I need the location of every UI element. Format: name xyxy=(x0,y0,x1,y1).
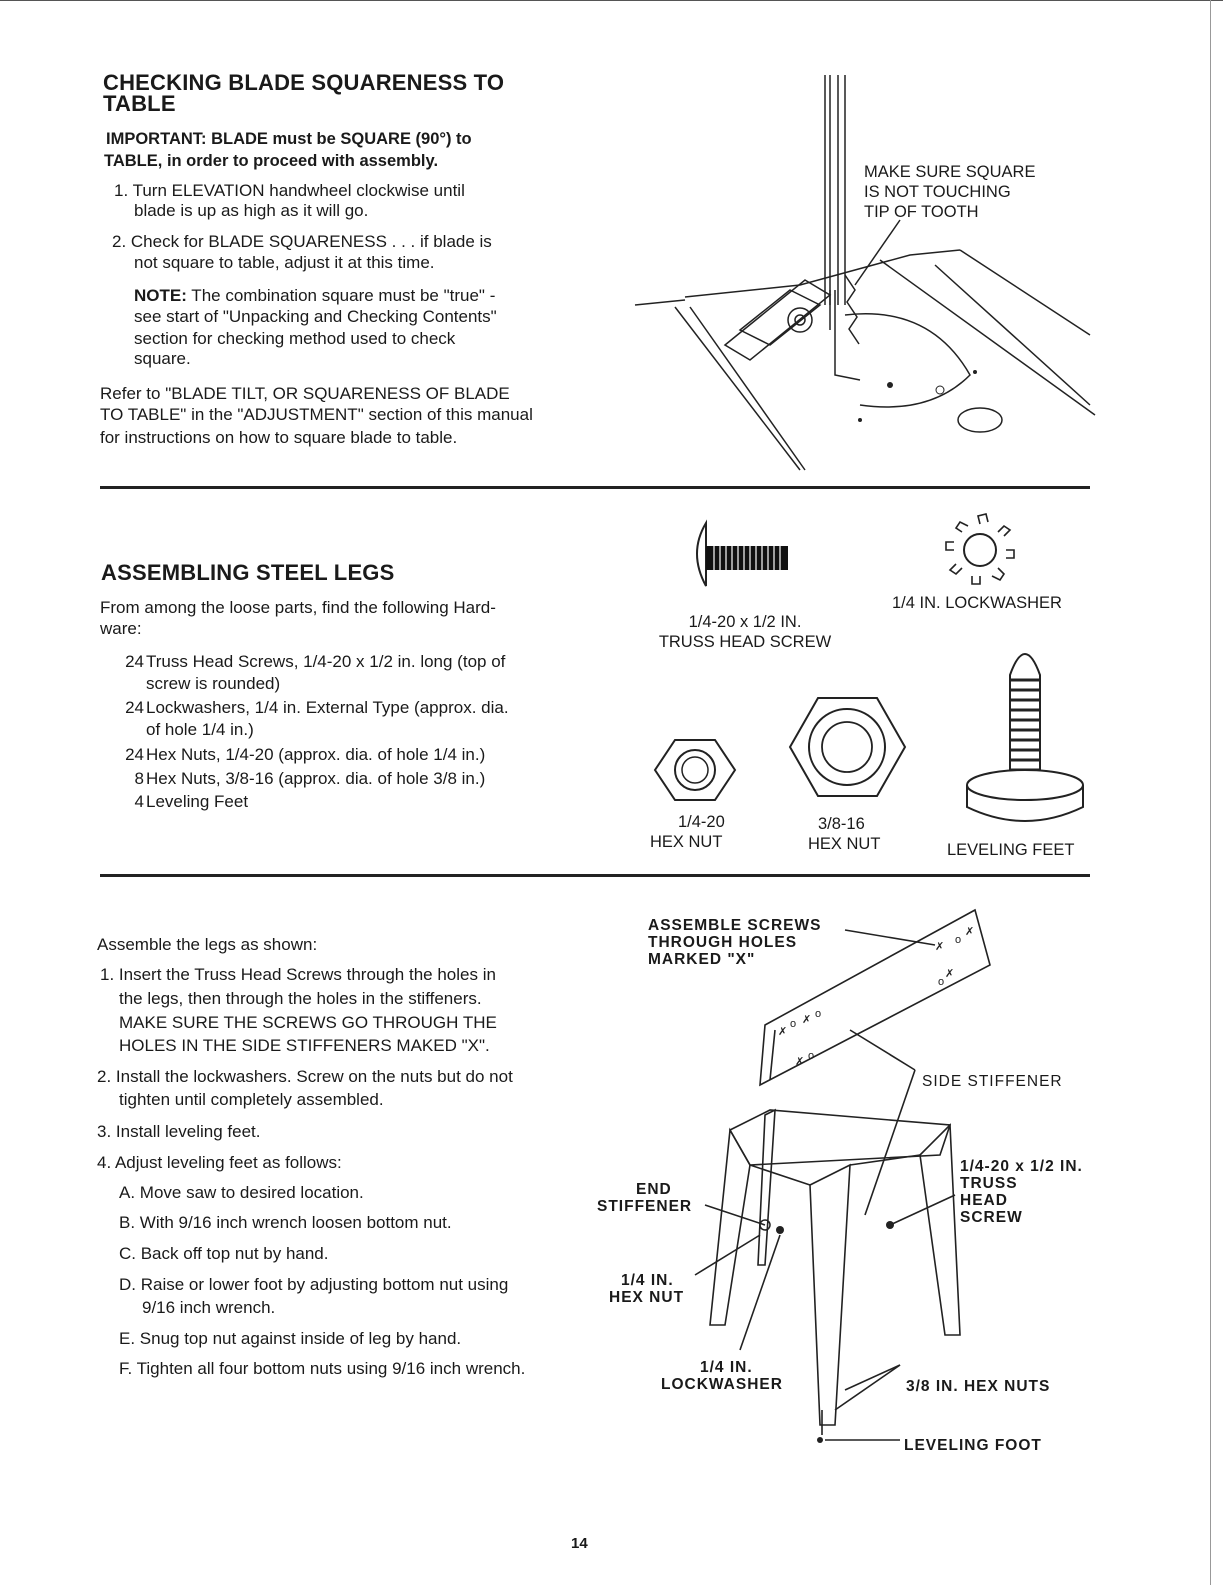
item4-qty: 8 xyxy=(134,769,144,788)
diag-assemble-line2: THROUGH HOLES xyxy=(648,934,798,951)
item2-qty: 24 xyxy=(125,698,144,717)
note-line2: see start of "Unpacking and Checking Contents" xyxy=(134,307,497,326)
s3-step3: 3. Install leveling feet. xyxy=(97,1122,261,1141)
diag-hexnut-line2: HEX NUT xyxy=(609,1289,685,1306)
leveling-feet-label: LEVELING FEET xyxy=(947,841,1075,859)
note-label: NOTE: xyxy=(134,286,187,305)
note-line4: square. xyxy=(134,349,191,368)
screw-label-line2: TRUSS HEAD SCREW xyxy=(658,633,832,651)
item3-line1: Hex Nuts, 1/4-20 (approx. dia. of hole 1/4 in.) xyxy=(146,745,486,764)
s3-stepD-line1: D. Raise or lower foot by adjusting bottom nut using xyxy=(119,1275,509,1294)
s3-stepA: A. Move saw to desired location. xyxy=(119,1183,364,1202)
s3-step4: 4. Adjust leveling feet as follows: xyxy=(97,1153,342,1172)
svg-text:o: o xyxy=(808,1050,815,1062)
svg-text:✗: ✗ xyxy=(945,968,955,980)
item1-line2: screw is rounded) xyxy=(146,674,281,693)
screw-label-line1: 1/4-20 x 1/2 IN. xyxy=(688,613,802,631)
s3-stepE: E. Snug top nut against inside of leg by hand. xyxy=(119,1329,462,1348)
diag-screw-line4: SCREW xyxy=(960,1209,1023,1226)
s3-stepD-line2: 9/16 inch wrench. xyxy=(142,1298,276,1317)
s1-step1-line2: blade is up as high as it will go. xyxy=(134,201,369,220)
s1-step2-line1: 2. Check for BLADE SQUARENESS . . . if blade is xyxy=(112,232,492,251)
item3-qty: 24 xyxy=(125,745,144,764)
lockwasher-label: 1/4 IN. LOCKWASHER xyxy=(892,594,1062,612)
section1-title-line2: TABLE xyxy=(103,91,176,116)
hexnut-small-line1: 1/4-20 xyxy=(678,813,725,831)
page-right-border xyxy=(1210,0,1211,1585)
section2-title: ASSEMBLING STEEL LEGS xyxy=(101,560,395,585)
diag-leveling-foot: LEVELING FOOT xyxy=(904,1437,1042,1454)
diag-assemble-line1: ASSEMBLE SCREWS xyxy=(648,917,822,934)
important-line1: IMPORTANT: BLADE must be SQUARE (90°) to xyxy=(106,130,472,148)
hex-nut-large-icon xyxy=(785,690,910,805)
svg-text:✗: ✗ xyxy=(802,1014,812,1026)
item1-qty: 24 xyxy=(125,652,144,671)
callout-line2: IS NOT TOUCHING xyxy=(864,183,1011,201)
diag-end-line2: STIFFENER xyxy=(597,1198,693,1215)
refer-line2: TO TABLE" in the "ADJUSTMENT" section of this manual xyxy=(100,405,533,424)
important-line2: TABLE, in order to proceed with assembly. xyxy=(104,152,439,170)
diag-side-stiffener: SIDE STIFFENER xyxy=(922,1073,1063,1090)
s2-intro-line1: From among the loose parts, find the following Hard- xyxy=(100,598,496,617)
hexnut-large-line1: 3/8-16 xyxy=(818,815,865,833)
s3-intro: Assemble the legs as shown: xyxy=(97,935,318,954)
s2-intro-line2: ware: xyxy=(100,619,142,638)
s3-stepC: C. Back off top nut by hand. xyxy=(119,1244,329,1263)
diag-screw-line2: TRUSS xyxy=(960,1175,1018,1192)
diag-assemble-line3: MARKED "X" xyxy=(648,951,756,968)
refer-line1: Refer to "BLADE TILT, OR SQUARENESS OF BLADE xyxy=(100,384,510,403)
s3-stepB: B. With 9/16 inch wrench loosen bottom nut. xyxy=(119,1213,452,1232)
s3-step1-line2: the legs, then through the holes in the stiffeners. xyxy=(119,989,482,1008)
section-divider-1 xyxy=(100,486,1090,489)
s3-step1-line1: 1. Insert the Truss Head Screws through the holes in xyxy=(100,965,496,984)
diag-hexnut-line1: 1/4 IN. xyxy=(621,1272,674,1289)
diag-end-line1: END xyxy=(636,1181,672,1198)
page-number: 14 xyxy=(571,1535,588,1552)
s3-step1-line3: MAKE SURE THE SCREWS GO THROUGH THE xyxy=(119,1013,497,1032)
callout-line3: TIP OF TOOTH xyxy=(864,203,979,221)
diag-lockwasher-line1: 1/4 IN. xyxy=(700,1359,753,1376)
s3-step1-line4: HOLES IN THE SIDE STIFFENERS MAKED "X". xyxy=(119,1036,490,1055)
item5-line1: Leveling Feet xyxy=(146,792,249,811)
refer-line3: for instructions on how to square blade to table. xyxy=(100,428,458,447)
svg-text:✗: ✗ xyxy=(965,926,975,938)
s1-step1-line1: 1. Turn ELEVATION handwheel clockwise until xyxy=(114,181,465,200)
hex-nut-small-icon xyxy=(650,730,740,810)
hexnut-large-line2: HEX NUT xyxy=(808,835,881,853)
blade-square-illustration xyxy=(630,75,1100,475)
page-top-border xyxy=(0,0,1223,1)
svg-text:o: o xyxy=(790,1018,797,1030)
callout-line1: MAKE SURE SQUARE xyxy=(864,163,1036,181)
item2-line2: of hole 1/4 in.) xyxy=(146,720,254,739)
svg-text:✗: ✗ xyxy=(935,941,945,953)
s3-step2-line2: tighten until completely assembled. xyxy=(119,1090,384,1109)
svg-text:o: o xyxy=(815,1008,822,1020)
s1-step2-line2: not square to table, adjust it at this time. xyxy=(134,253,435,272)
lockwasher-icon xyxy=(940,512,1020,587)
hexnut-small-line2: HEX NUT xyxy=(650,833,723,851)
note-line3: section for checking method used to check xyxy=(134,329,456,348)
section-divider-2 xyxy=(100,874,1090,877)
note-text1: The combination square must be "true" - xyxy=(186,286,496,305)
truss-head-screw-icon xyxy=(686,518,796,593)
section1-title-line1: CHECKING BLADE SQUARENESS TO xyxy=(103,70,505,95)
diag-screw-line1: 1/4-20 x 1/2 IN. xyxy=(960,1158,1083,1175)
note-line1 xyxy=(134,285,495,306)
item2-line1: Lockwashers, 1/4 in. External Type (approx. dia. xyxy=(146,698,509,717)
svg-text:✗: ✗ xyxy=(795,1056,805,1068)
svg-text:✗: ✗ xyxy=(778,1026,788,1038)
item4-line1: Hex Nuts, 3/8-16 (approx. dia. of hole 3/8 in.) xyxy=(146,769,486,788)
diag-lockwasher-line2: LOCKWASHER xyxy=(661,1376,783,1393)
diag-38-hexnuts: 3/8 IN. HEX NUTS xyxy=(906,1378,1051,1395)
diag-screw-line3: HEAD xyxy=(960,1192,1008,1209)
s3-stepF: F. Tighten all four bottom nuts using 9/16 inch wrench. xyxy=(119,1359,526,1378)
item5-qty: 4 xyxy=(134,792,144,811)
svg-text:o: o xyxy=(955,934,962,946)
leveling-foot-icon xyxy=(955,635,1095,835)
svg-text:o: o xyxy=(938,976,945,988)
s3-step2-line1: 2. Install the lockwashers. Screw on the nuts but do not xyxy=(97,1067,513,1086)
item1-line1: Truss Head Screws, 1/4-20 x 1/2 in. long (top of xyxy=(146,652,506,671)
